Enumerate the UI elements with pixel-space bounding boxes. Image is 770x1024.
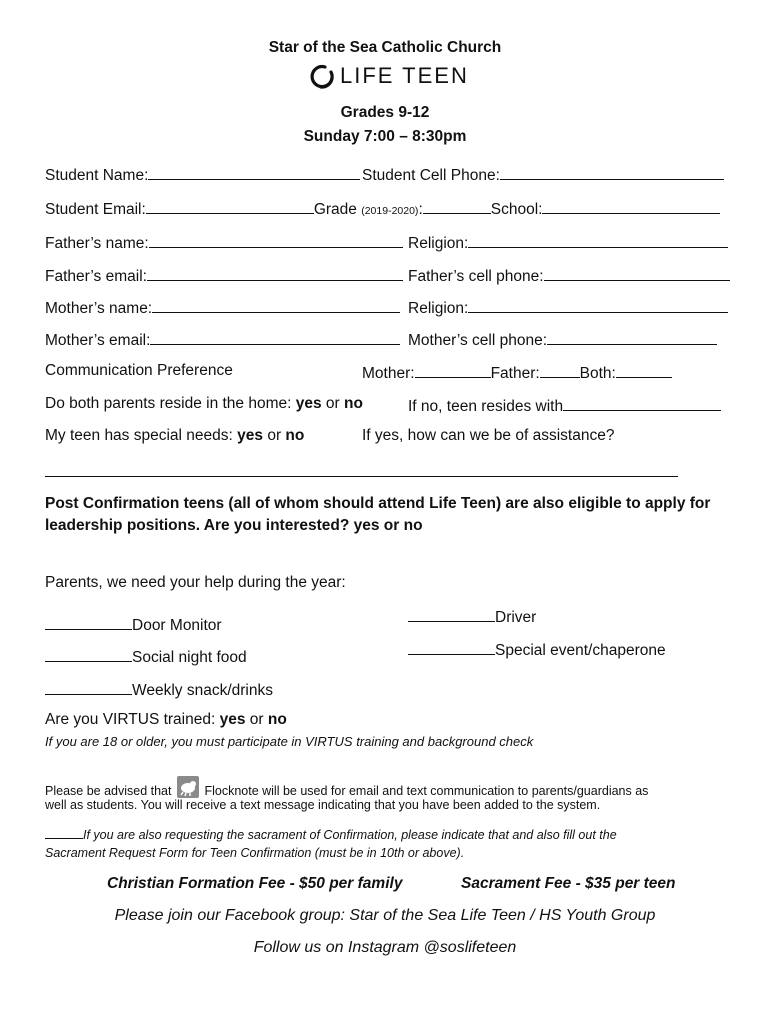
flocknote-icon — [177, 776, 199, 798]
facebook-line: Please join our Facebook group: Star of the Sea Life Teen / HS Youth Group — [114, 907, 656, 924]
driver-row — [408, 606, 536, 627]
church-name: Star of the Sea Catholic Church — [268, 39, 502, 56]
father-cell-field[interactable] — [544, 265, 730, 281]
student-email-label: Student Email: — [45, 201, 146, 218]
special-if-yes-label: If yes, how can we be of assistance? — [362, 427, 615, 444]
virtus-question-text: Are you VIRTUS trained: — [45, 711, 220, 728]
mother-email-row — [45, 329, 400, 350]
father-name-label: Father’s name: — [45, 235, 149, 252]
leadership-line2: leadership positions. Are you interested? yes or no — [45, 517, 423, 534]
flocknote-line2: well as students. You will receive a text message indicating that you have been added to the system. — [45, 798, 601, 812]
mother-name-field[interactable] — [152, 297, 400, 313]
mother-name-label: Mother’s name: — [45, 300, 153, 317]
mother-cell-field[interactable] — [547, 329, 717, 345]
special-needs-question — [45, 427, 304, 445]
religion1-field[interactable] — [468, 232, 728, 248]
door-monitor-row — [45, 614, 222, 635]
comm-mother-field[interactable] — [415, 362, 491, 378]
religion1-label: Religion: — [408, 235, 469, 252]
social-night-field[interactable] — [45, 646, 132, 662]
father-name-field[interactable] — [149, 232, 403, 248]
special-yes[interactable]: yes — [237, 427, 264, 444]
father-email-row — [45, 265, 403, 286]
snack-label: Weekly snack/drinks — [132, 682, 273, 699]
time-line: Sunday 7:00 – 8:30pm — [303, 128, 467, 145]
grade-year: (2019-2020) — [361, 205, 419, 217]
student-email-row — [45, 198, 720, 220]
grades-line: Grades 9-12 — [340, 104, 430, 121]
student-name-field[interactable] — [148, 164, 360, 180]
religion1-row — [408, 232, 728, 253]
student-cell-label: Student Cell Phone: — [362, 167, 500, 184]
reside-with-field[interactable] — [563, 395, 721, 411]
comm-both-label: Both: — [579, 365, 616, 382]
special-needs-text: My teen has special needs: — [45, 427, 238, 444]
confirmation-line2: Sacrament Request Form for Teen Confirmation (must be in 10th or above). — [45, 846, 465, 860]
assistance-answer-line[interactable] — [45, 476, 678, 477]
leadership-line1: Post Confirmation teens (all of whom should attend Life Teen) are also eligible to apply for — [45, 495, 711, 512]
confirmation-text1: If you are also requesting the sacrament of Confirmation, please indicate that and also fill out the — [83, 828, 617, 842]
door-monitor-label: Door Monitor — [132, 617, 222, 634]
flocknote-text-b: Flocknote will be used for email and text communication to parents/guardians as — [204, 784, 649, 798]
special-event-label: Special event/chaperone — [495, 642, 666, 659]
mother-cell-label: Mother’s cell phone: — [408, 332, 548, 349]
school-label: School: — [490, 201, 543, 218]
father-cell-label: Father’s cell phone: — [408, 268, 544, 285]
father-cell-row — [408, 265, 730, 286]
mother-email-field[interactable] — [150, 329, 400, 345]
formation-fee: Christian Formation Fee - $50 per family — [107, 875, 403, 892]
snack-row — [45, 679, 273, 700]
comm-father-field[interactable] — [540, 362, 580, 378]
virtus-note: If you are 18 or older, you must participate in VIRTUS training and background check — [45, 734, 534, 749]
student-cell-field[interactable] — [500, 164, 724, 180]
student-cell-row — [362, 164, 724, 185]
father-email-field[interactable] — [147, 265, 403, 281]
reside-question — [45, 395, 363, 413]
life-teen-circle-icon — [310, 64, 336, 90]
student-name-label: Student Name: — [45, 167, 149, 184]
school-field[interactable] — [542, 198, 720, 214]
driver-field[interactable] — [408, 606, 495, 622]
comm-father-label: Father: — [490, 365, 540, 382]
father-name-row — [45, 232, 403, 253]
comm-mother-label: Mother: — [362, 365, 415, 382]
reside-no[interactable]: no — [344, 395, 363, 412]
special-event-row — [408, 639, 666, 660]
reside-or: or — [321, 395, 345, 412]
snack-field[interactable] — [45, 679, 132, 695]
student-email-field[interactable] — [146, 198, 314, 214]
instagram-line: Follow us on Instagram @soslifeteen — [253, 939, 517, 956]
flocknote-text-a: Please be advised that — [45, 784, 172, 798]
social-night-row — [45, 646, 247, 667]
reside-if-no-row — [408, 395, 721, 416]
comm-both-field[interactable] — [616, 362, 672, 378]
special-or: or — [263, 427, 286, 444]
confirmation-line1 — [45, 825, 725, 845]
social-night-label: Social night food — [132, 649, 247, 666]
driver-label: Driver — [495, 609, 537, 626]
religion2-field[interactable] — [468, 297, 728, 313]
special-event-field[interactable] — [408, 639, 495, 655]
confirmation-field[interactable] — [45, 825, 83, 839]
virtus-no[interactable]: no — [267, 711, 287, 728]
father-email-label: Father’s email: — [45, 268, 147, 285]
grade-field[interactable] — [423, 198, 491, 214]
help-intro: Parents, we need your help during the year: — [45, 574, 346, 591]
logo-text: LIFE TEEN — [340, 63, 469, 88]
virtus-question — [45, 711, 287, 729]
mother-name-row — [45, 297, 400, 318]
religion2-row — [408, 297, 728, 318]
grade-label: Grade — [313, 201, 357, 218]
comm-pref-label: Communication Preference — [45, 362, 233, 379]
virtus-yes[interactable]: yes — [219, 711, 246, 728]
special-no[interactable]: no — [285, 427, 305, 444]
mother-cell-row — [408, 329, 717, 350]
grade-colon: : — [418, 201, 423, 218]
mother-email-label: Mother’s email: — [45, 332, 151, 349]
sacrament-fee: Sacrament Fee - $35 per teen — [461, 875, 676, 892]
comm-pref-options — [362, 362, 672, 383]
door-monitor-field[interactable] — [45, 614, 132, 630]
religion2-label: Religion: — [408, 300, 469, 317]
reside-yes[interactable]: yes — [295, 395, 322, 412]
student-name-row — [45, 164, 360, 185]
virtus-or: or — [245, 711, 268, 728]
reside-if-no-label: If no, teen resides with — [408, 398, 564, 415]
reside-question-text: Do both parents reside in the home: — [45, 395, 296, 412]
